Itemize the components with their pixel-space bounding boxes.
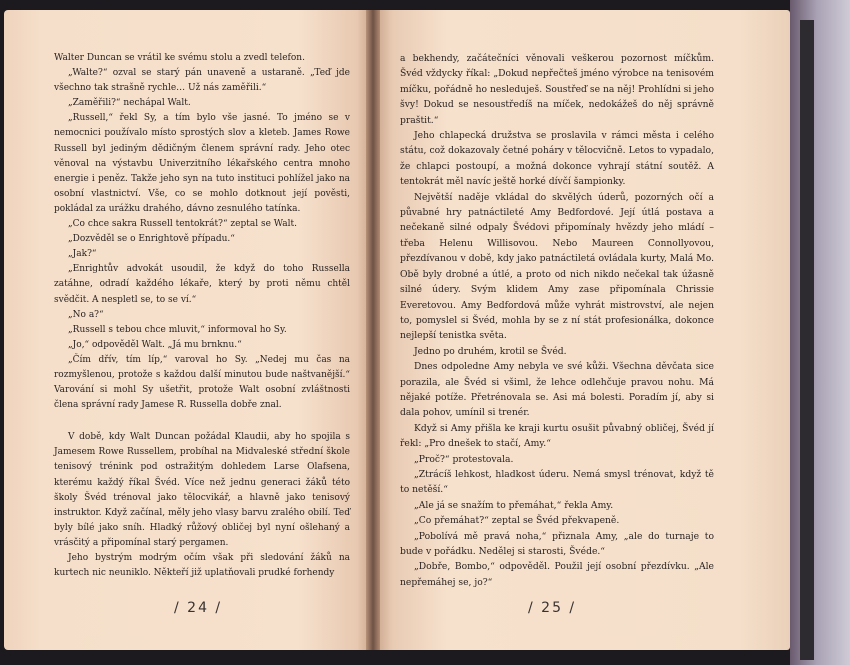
paragraph: Jeho chlapecká družstva se proslavila v rámci města i celého státu, což dokazovaly četné poháry v tělocvičně. Letos to vypadalo, že chlapci postoupí, a možná dokonce vyhrají státní soutěž. A tentokrát měl navíc ještě horké dívčí šampionky. bbox=[400, 130, 714, 188]
paragraph: Jedno po druhém, krotil se Švéd. bbox=[414, 345, 567, 357]
left-page-number: / 24 / bbox=[174, 600, 223, 616]
paragraph: Jeho bystrým modrým očím však při sledování žáků na kurtech nic neuniklo. Někteří již uplatňovali prudké forhendy bbox=[54, 553, 350, 579]
paragraph: „Walte?“ ozval se starý pán unaveně a ustaraně. „Teď jde všechno tak strašně rychle… Už nás zaměřili.“ bbox=[54, 68, 350, 94]
paragraph: „Dobře, Bombo,“ odpověděl. Použil její osobní přezdívku. „Ale nepřemáhej se, jo?“ bbox=[400, 561, 714, 588]
left-page-text bbox=[54, 51, 350, 581]
paragraph: „Jak?“ bbox=[68, 249, 97, 260]
right-page-number: / 25 / bbox=[528, 600, 577, 616]
paragraph: a bekhendy, začátečníci věnovali veškerou pozornost míčkům. Švéd vždycky říkal: „Dokud nepřečteš jméno výrobce na tenisovém míčku, pořádně ho nesleduješ. Soustřeď se na něj! Prohlídni si jeho švy! Dokud se nesoustředíš na míček, nedokážeš do něj správně praštit.“ bbox=[400, 53, 714, 126]
background-surface bbox=[790, 0, 850, 665]
background-shadow bbox=[800, 20, 814, 660]
paragraph: „Russell,“ řekl Sy, a tím bylo vše jasné. To jméno se v nemocnici používalo místo sprostých slov a kleteb. James Rowe Russell byl jediným dědičným členem správní rady. Jeho otec věnoval na výstavbu Univerzitního lékařského centra mnoho energie i peněz. Takže jeho syn na tuto instituci pohlížel jako na osobní vlastnictví. Vše, co se mohlo dotknout její pověsti, pokládal za urážku drahého, dávno zesnulého tatínka. bbox=[54, 113, 350, 214]
paragraph: Největší naděje vkládal do skvělých úderů, pozorných očí a půvabné hry patnáctileté Amy Bedfordové. Její útlá postava a nečekaně silné odpaly Švédovi připomínaly hvězdy jeho mládí – třeba Helenu Willisovou. Nebo Maureen Connollyovou, přezdívanou v době, kdy jako patnáctiletá ovládala kurty, Malá Mo. Obě byly drobné a útlé, a proto od nich nikdo nečekal tak úžasně silné údery. Svým klidem Amy zase připomínala Chrissie Everetovou. Amy Bedfordová může vyhrát mistrovství, ale nejen to, pomyslel si Švéd, mohla by se z ní stát profesionálka, dokonce nejlepší tenistka světa. bbox=[400, 191, 714, 342]
book-gutter bbox=[366, 10, 380, 650]
paragraph: „Ale já se snažím to přemáhat,“ řekla Amy. bbox=[414, 499, 614, 511]
paragraph: V době, kdy Walt Duncan požádal Klaudii, aby ho spojila s Jamesem Rowe Russellem, probíhal na Midvaleské střední škole tenisový trénink pod ostražitým dohledem Larse Olafsena, kterému každý říkal Švéd. Více než jednu generaci žáků této školy Švéd trénoval jako tělocvikář, a hlavně jako tenisový instruktor. Když začínal, měly jeho vlasy barvu zralého obilí. Teď byly bílé jako sníh. Hladký růžový obličej byl nyní ošlehaný a vrásčitý a připomínal starý pergamen. bbox=[54, 432, 350, 548]
paragraph: „Co chce sakra Russell tentokrát?“ zeptal se Walt. bbox=[68, 219, 297, 230]
paragraph: „Pobolívá mě pravá noha,“ přiznala Amy, „ale do turnaje to bude v pořádku. Nedělej si starosti, Švéde.“ bbox=[400, 530, 714, 557]
paragraph: „Co přemáhat?“ zeptal se Švéd překvapeně. bbox=[414, 515, 620, 527]
right-page-text bbox=[400, 51, 714, 590]
paragraph: Dnes odpoledne Amy nebyla ve své kůži. Všechna děvčata sice porazila, ale Švéd si všiml, že lehce odlehčuje pravou nohu. Má nějaké potíže. Přetrénovala se. Asi má bolesti. Poradím jí, aby si dala pohov, umínil si trenér. bbox=[400, 361, 714, 419]
paragraph: „Russell s tebou chce mluvit,“ informoval ho Sy. bbox=[68, 324, 287, 335]
paragraph: „Proč?“ protestovala. bbox=[414, 453, 514, 465]
paragraph: „Enrightův advokát usoudil, že když do toho Russella zatáhne, odradí každého lékaře, který by proti němu chtěl svědčit. A nespletl se, to se ví.“ bbox=[54, 264, 350, 305]
paragraph: „Jo,“ odpověděl Walt. „Já mu brnknu.“ bbox=[68, 339, 242, 350]
paragraph: „Čím dřív, tím líp,“ varoval ho Sy. „Nedej mu čas na rozmyšlenou, protože s každou další minutou bude naštvanější.“ Varování si mohl Sy ušetřit, protože Walt osobní zvláštnosti člena správní rady Jamese R. Russella dobře znal. bbox=[54, 354, 350, 411]
paragraph: „Zaměřili?“ nechápal Walt. bbox=[68, 98, 191, 109]
paragraph: „No a?“ bbox=[68, 309, 104, 320]
paragraph: „Ztrácíš lehkost, hladkost úderu. Nemá smysl trénovat, když tě to netěší.“ bbox=[400, 468, 714, 496]
paragraph: Když si Amy přišla ke kraji kurtu osušit půvabný obličej, Švéd jí řekl: „Pro dnešek to stačí, Amy.“ bbox=[400, 422, 714, 450]
paragraph: „Dozvěděl se o Enrightově případu.“ bbox=[68, 234, 235, 245]
paragraph: Walter Duncan se vrátil ke svému stolu a zvedl telefon. bbox=[54, 53, 305, 63]
